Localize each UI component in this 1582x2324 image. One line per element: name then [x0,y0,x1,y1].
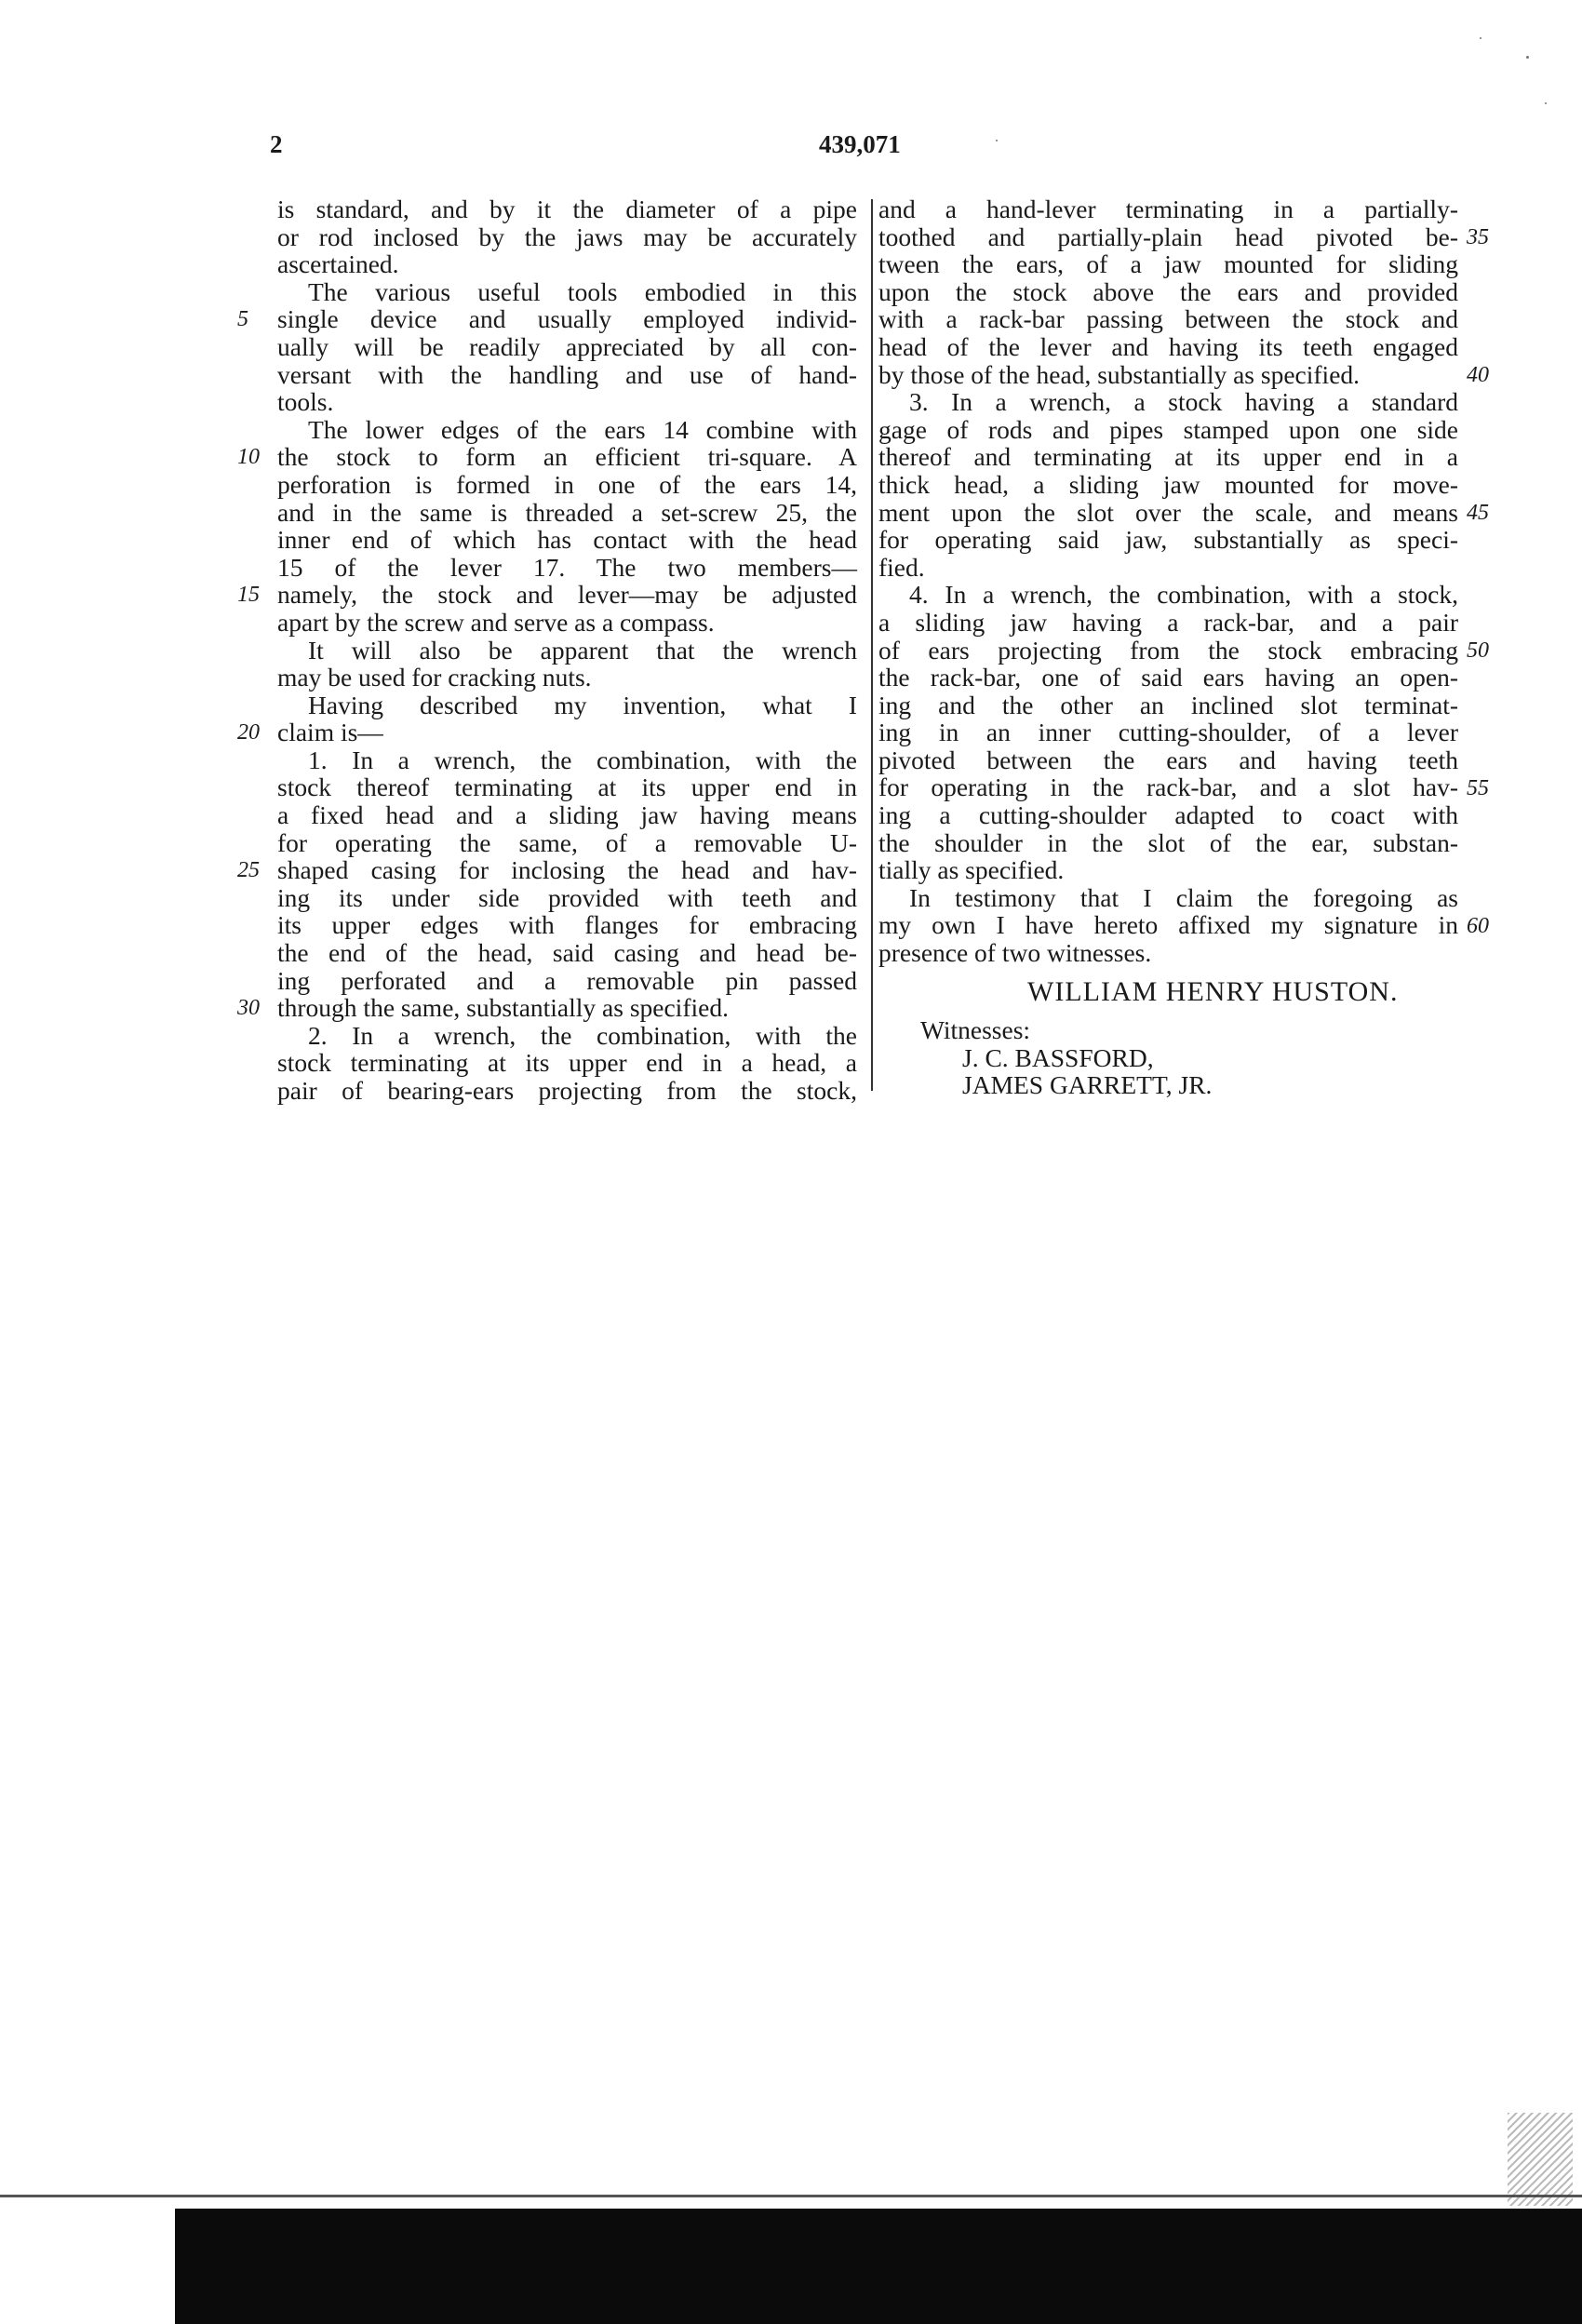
scan-speck [1480,37,1481,39]
text-line: and a hand-lever terminating in a partially- [878,195,1458,223]
text-line: ing a cutting-shoulder adapted to coact with [878,800,1458,830]
text-line: tween the ears, of a jaw mounted for sliding [878,249,1458,279]
text-line: head of the lever and having its teeth engaged [878,331,1458,361]
line-number: 15 [237,583,260,608]
text-line: presence of two witnesses. [878,938,1152,968]
text-line: pair of bearing-ears projecting from the stock, [277,1076,857,1105]
text-line: a sliding jaw having a rack-bar, and a pair [878,607,1458,637]
line-number: 35 [1467,224,1489,249]
line-number: 55 [1467,775,1489,800]
text-line: with a rack-bar passing between the stock and [878,304,1458,334]
text-line: thick head, a sliding jaw mounted for move- [878,469,1458,499]
page-number: 2 [270,130,283,158]
line-number: 45 [1467,500,1489,525]
text-line: or rod inclosed by the jaws may be accurately [277,222,857,251]
text-line: 4. In a wrench, the combination, with a stock, [909,580,1458,610]
witness-name: JAMES GARRETT, JR. [962,1070,1213,1100]
text-line: for operating said jaw, substantially as speci- [878,525,1458,555]
text-line: and in the same is threaded a set-screw 25, the [277,497,857,527]
line-number: 5 [237,307,248,332]
scan-speck [996,140,998,141]
text-line: of ears projecting from the stock embracing [878,635,1458,665]
text-line: The lower edges of the ears 14 combine with [308,414,857,444]
line-number: 20 [237,720,260,746]
text-line: thereof and terminating at its upper end in a [878,442,1458,472]
text-line: upon the stock above the ears and provided [878,276,1458,306]
witnesses-label: Witnesses: [920,1015,1031,1045]
text-line: ing perforated and a removable pin passed [277,965,857,995]
scan-speck [1545,102,1547,104]
text-line: fied. [878,552,925,582]
text-line: by those of the head, substantially as specified. [878,359,1361,389]
text-line: tially as specified. [878,855,1065,885]
text-line: the end of the head, said casing and head be- [277,938,857,968]
text-line: may be used for cracking nuts. [277,663,592,692]
text-line: namely, the stock and lever—may be adjusted [277,580,857,610]
text-line: ment upon the slot over the scale, and means [878,497,1458,527]
right-column [878,195,1458,1099]
text-line: the stock to form an efficient tri-square. A [277,442,857,472]
text-line: stock terminating at its upper end in a head, a [277,1048,857,1078]
line-number: 50 [1467,638,1489,663]
text-line: 15 of the lever 17. The two members— [277,552,857,582]
text-line: 1. In a wrench, the combination, with the [308,745,857,774]
text-line: versant with the handling and use of hand- [277,359,857,389]
witness-name: J. C. BASSFORD, [962,1042,1154,1072]
text-line: perforation is formed in one of the ears 14, [277,469,857,499]
text-line: for operating the same, of a removable U- [277,827,857,857]
text-line: its upper edges with flanges for embracing [277,910,857,940]
text-line: gage of rods and pipes stamped upon one side [878,414,1458,444]
line-number: 30 [237,996,260,1021]
text-line: inner end of which has contact with the head [277,525,857,555]
text-line: a fixed head and a sliding jaw having means [277,800,857,830]
text-line: the rack-bar, one of said ears having an open- [878,663,1458,692]
line-number: 40 [1467,362,1489,387]
text-line: ing and the other an inclined slot terminat- [878,690,1458,719]
line-number: 25 [237,858,260,883]
text-line: ually will be readily appreciated by all con- [277,331,857,361]
text-line: 2. In a wrench, the combination, with the [308,1020,857,1050]
left-column [277,195,857,1105]
text-line: my own I have hereto affixed my signature in [878,910,1458,940]
bottom-scan-line [0,2195,1582,2197]
scan-artifact-hatch [1508,2113,1573,2206]
text-line: single device and usually employed individ- [277,304,857,334]
text-line: stock thereof terminating at its upper end in [277,772,857,802]
column-divider [871,199,873,1091]
text-line: ascertained. [277,249,399,279]
text-line: for operating in the rack-bar, and a slot hav- [878,772,1458,802]
text-line: In testimony that I claim the foregoing as [909,882,1458,912]
text-line: apart by the screw and serve as a compass. [277,607,715,637]
text-line: Having described my invention, what I [308,690,857,719]
text-line: pivoted between the ears and having teeth [878,745,1458,774]
text-line: 3. In a wrench, a stock having a standard [909,387,1458,417]
text-line: ing its under side provided with teeth and [277,882,857,912]
bottom-scan-bar [175,2209,1582,2324]
scan-speck [1526,56,1529,59]
text-line: through the same, substantially as specified. [277,993,729,1023]
line-number: 10 [237,445,260,470]
text-line: ing in an inner cutting-shoulder, of a lever [878,718,1458,747]
text-line: claim is— [277,718,383,747]
text-line: tools. [277,387,334,417]
text-line: It will also be apparent that the wrench [308,635,857,665]
text-line: shaped casing for inclosing the head and hav- [277,855,857,885]
line-number: 60 [1467,913,1489,938]
text-line: toothed and partially-plain head pivoted be- [878,222,1458,251]
patent-number: 439,071 [819,130,901,158]
text-line: The various useful tools embodied in this [308,276,857,306]
text-line: is standard, and by it the diameter of a pipe [277,195,857,223]
text-line: the shoulder in the slot of the ear, substan- [878,827,1458,857]
inventor-signature: WILLIAM HENRY HUSTON. [1027,975,1399,1007]
